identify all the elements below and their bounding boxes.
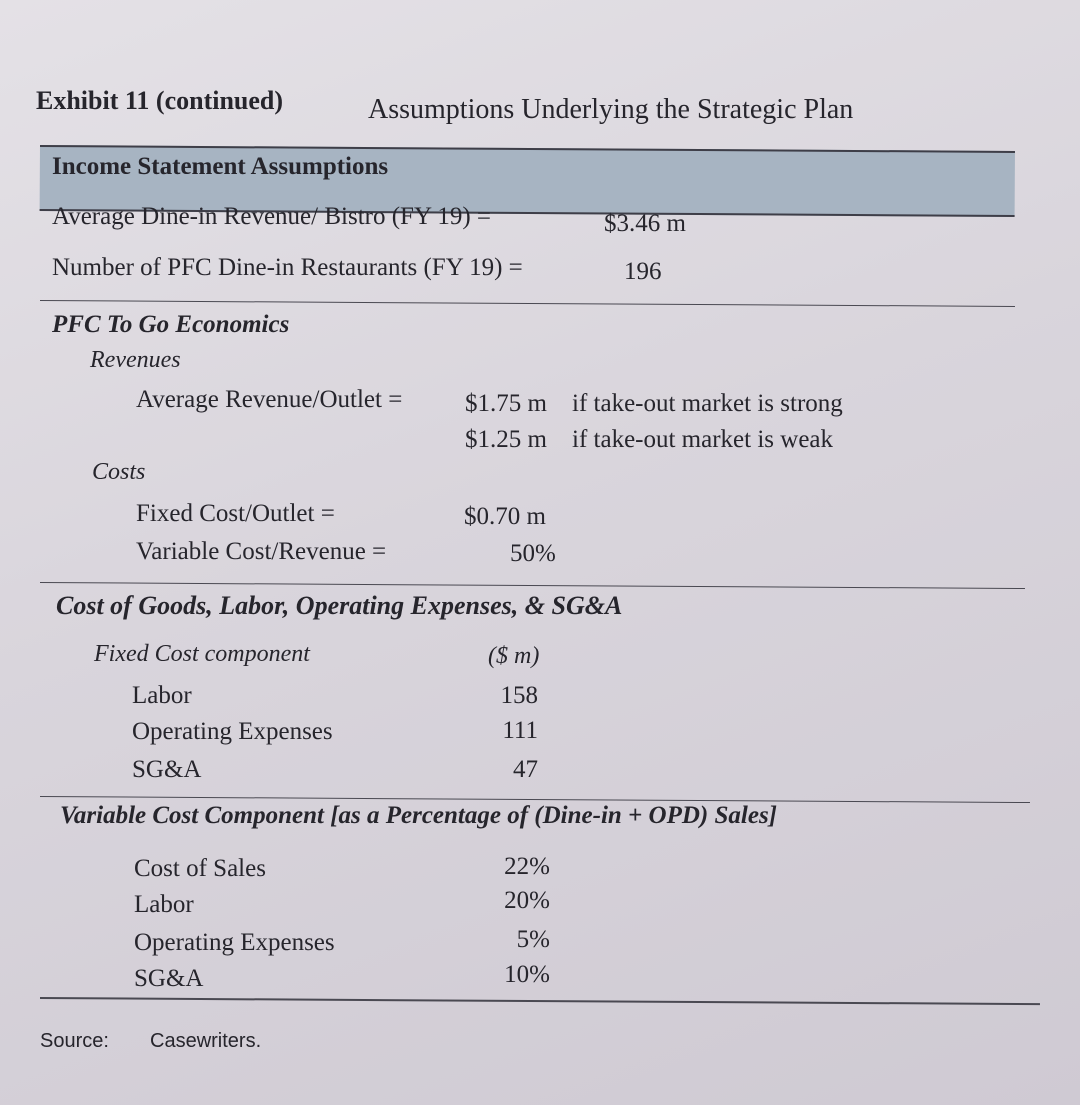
fixed-item-label: Labor bbox=[132, 682, 192, 709]
strong-market-value: $1.75 m bbox=[465, 390, 547, 417]
costs-heading: Costs bbox=[92, 459, 146, 485]
variable-item-value: 20% bbox=[504, 887, 550, 914]
fixed-cost-label: Fixed Cost/Outlet = bbox=[136, 500, 335, 527]
income-heading: Income Statement Assumptions bbox=[52, 153, 389, 180]
weak-market-value: $1.25 m bbox=[465, 426, 547, 453]
revenues-heading: Revenues bbox=[90, 347, 181, 373]
unit-label: ($ m) bbox=[488, 643, 540, 669]
num-restaurants-value: 196 bbox=[624, 258, 662, 285]
fixed-cost-value: $0.70 m bbox=[464, 503, 546, 530]
weak-market-note: if take-out market is weak bbox=[572, 426, 834, 453]
avg-dinein-value: $3.46 m bbox=[604, 210, 686, 237]
fixed-item-value: 47 bbox=[513, 756, 538, 783]
variable-item-value: 10% bbox=[504, 961, 550, 988]
table-bottom-rule bbox=[40, 997, 1040, 1005]
source-label: Source: bbox=[40, 1030, 109, 1052]
exhibit-label: Exhibit 11 (continued) bbox=[36, 86, 284, 115]
to-go-heading: PFC To Go Economics bbox=[52, 311, 290, 338]
variable-item-label: SG&A bbox=[134, 965, 204, 992]
cogs-heading: Cost of Goods, Labor, Operating Expenses, & SG&A bbox=[56, 591, 623, 620]
fixed-item-label: Operating Expenses bbox=[132, 718, 333, 745]
fixed-cost-component-heading: Fixed Cost component bbox=[94, 641, 310, 667]
variable-cost-value: 50% bbox=[510, 540, 556, 567]
section-divider bbox=[40, 300, 1015, 307]
fixed-item-value: 111 bbox=[502, 717, 538, 744]
variable-item-label: Cost of Sales bbox=[134, 855, 266, 882]
variable-cost-label: Variable Cost/Revenue = bbox=[136, 538, 387, 565]
fixed-item-value: 158 bbox=[500, 682, 538, 709]
fixed-item-label: SG&A bbox=[132, 756, 202, 783]
source-text: Casewriters. bbox=[150, 1030, 262, 1052]
variable-item-label: Operating Expenses bbox=[134, 929, 335, 956]
strong-market-note: if take-out market is strong bbox=[572, 390, 843, 417]
num-restaurants-label: Number of PFC Dine-in Restaurants (FY 19) = bbox=[52, 254, 523, 281]
exhibit-title: Assumptions Underlying the Strategic Plan bbox=[368, 94, 854, 125]
avg-revenue-outlet-label: Average Revenue/Outlet = bbox=[136, 386, 403, 413]
section-divider bbox=[40, 582, 1025, 589]
variable-item-value: 22% bbox=[504, 853, 550, 880]
variable-cost-component-heading: Variable Cost Component [as a Percentage of (Dine-in + OPD) Sales] bbox=[60, 802, 778, 829]
avg-dinein-label: Average Dine-in Revenue/ Bistro (FY 19) = bbox=[52, 203, 491, 230]
variable-item-value: 5% bbox=[516, 926, 550, 953]
variable-item-label: Labor bbox=[134, 891, 194, 918]
